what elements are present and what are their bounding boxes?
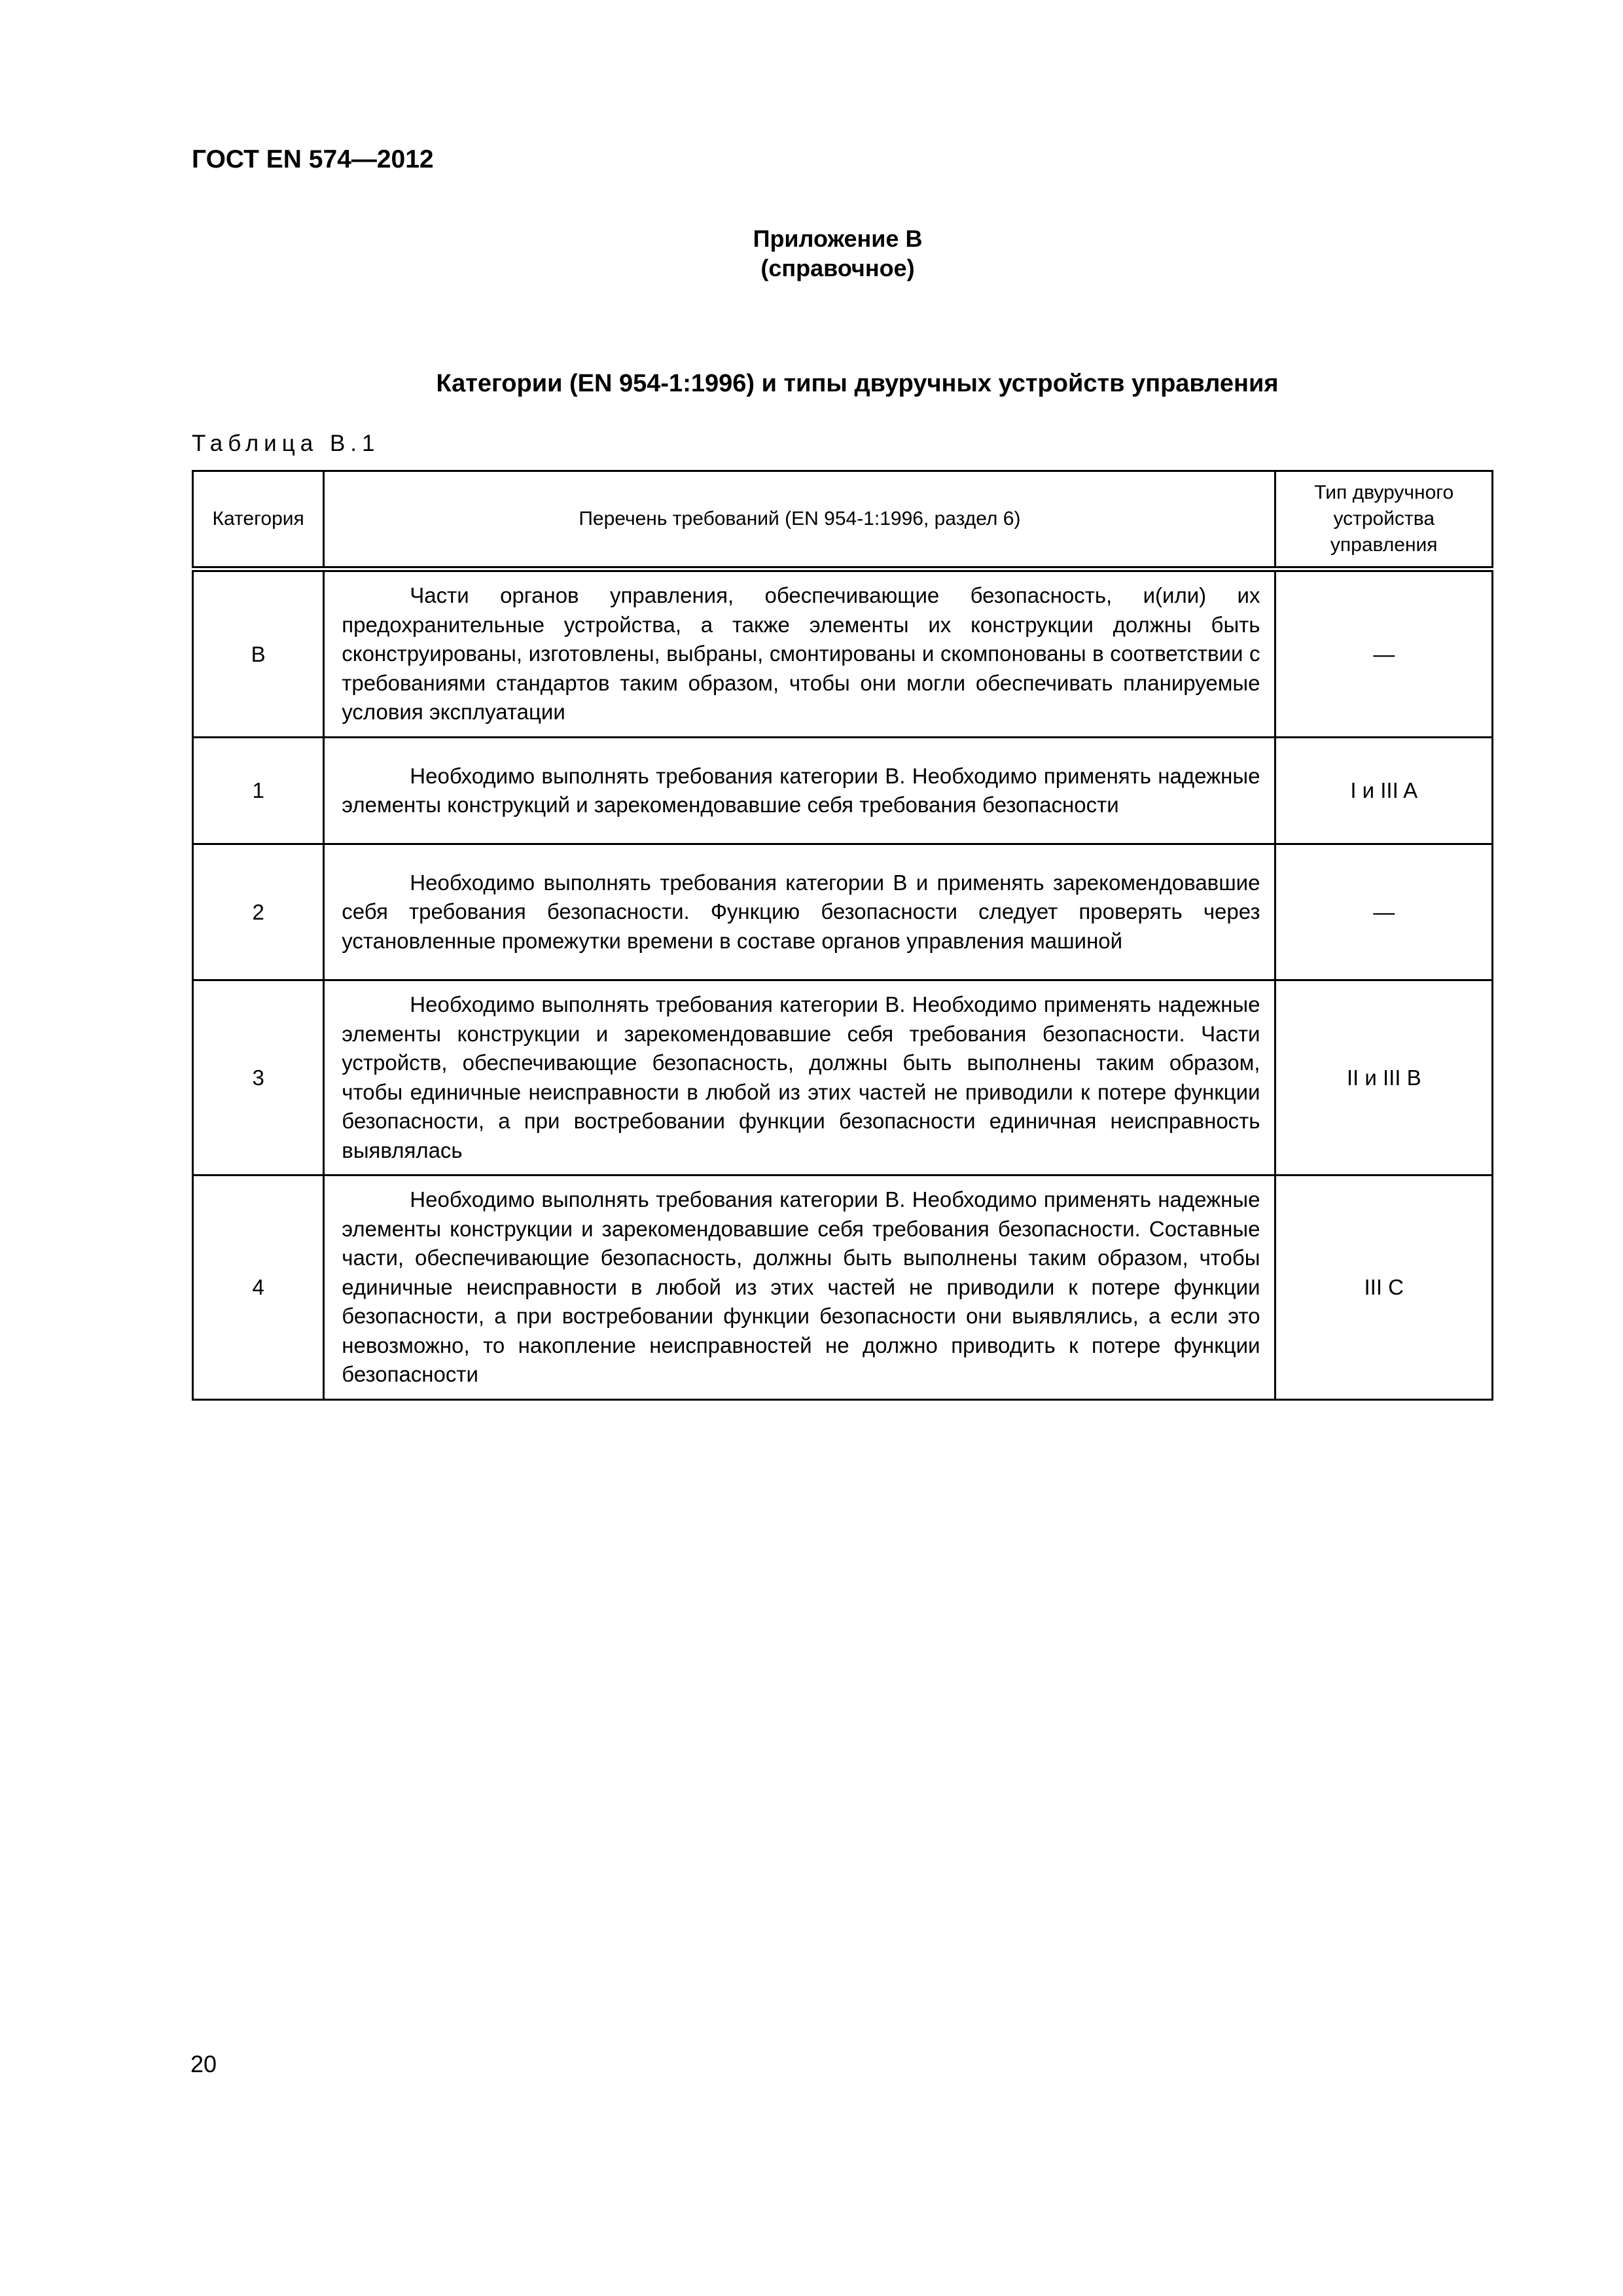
row-type: —: [1275, 844, 1493, 980]
row-category: 1: [193, 738, 324, 844]
header-category: Категория: [193, 471, 324, 569]
row-requirements: [324, 844, 1275, 980]
annex-heading: [0, 224, 1623, 283]
table-row: [193, 1175, 1493, 1400]
header-type: Тип двуручного устройства управления: [1275, 471, 1493, 569]
row-type: II и III B: [1275, 980, 1493, 1175]
row-requirements: [324, 738, 1275, 844]
row-type: III C: [1275, 1175, 1493, 1400]
row-category: 4: [193, 1175, 324, 1400]
row-type: —: [1275, 569, 1493, 738]
row-requirements: [324, 1175, 1275, 1400]
document-code: ГОСТ EN 574—2012: [192, 145, 434, 173]
row-requirements-text: Необходимо выполнять требования категории В и применять зарекомендовавшие себя требования безопасности. Функцию безопасности следует проверять через установленные промежутки времени в составе органов управления машиной: [342, 870, 1260, 953]
row-requirements-text: Части органов управления, обеспечивающие безопасность, и(или) их предохранительные устройства, а также элементы их конструкции должны быть сконструированы, изготовлены, выбраны, смонтированы и скомпонованы в соответствии с требованиями стандартов таким образом, чтобы они могли обеспечивать планируемые условия эксплуатации: [342, 583, 1260, 725]
row-requirements-text: Необходимо выполнять требования категории В. Необходимо применять надежные элементы конструкции и зарекомендовавшие себя требования безопасности. Составные части, обеспечивающие безопасность, должны быть выполнены таким образом, чтобы единичные неисправности в любой из этих частей не приводили к потере функции безопасности, а при востребовании функции безопасности они выявлялись, а если это невозможно, то накопление неисправностей не должно приводить к потере функции безопасности: [342, 1187, 1260, 1386]
requirements-table: [192, 470, 1493, 1401]
annex-label: Приложение В: [753, 225, 923, 252]
header-requirements: Перечень требований (EN 954-1:1996, раздел 6): [324, 471, 1275, 569]
row-category: B: [193, 569, 324, 738]
table-header-row: [193, 471, 1493, 569]
table-row: [193, 738, 1493, 844]
row-requirements: [324, 569, 1275, 738]
row-type: I и III A: [1275, 738, 1493, 844]
annex-title: Категории (EN 954-1:1996) и типы двуручных устройств управления: [436, 370, 1279, 397]
row-requirements: [324, 980, 1275, 1175]
table-row: [193, 844, 1493, 980]
row-category: 2: [193, 844, 324, 980]
row-requirements-text: Необходимо выполнять требования категории В. Необходимо применять надежные элементы конструкции и зарекомендовавшие себя требования безопасности. Части устройств, обеспечивающие безопасность, должны быть выполнены таким образом, чтобы единичные неисправности в любой из этих частей не приводили к потере функции безопасности, а при востребовании функции безопасности единичная неисправность выявлялась: [342, 992, 1260, 1162]
row-requirements-text: Необходимо выполнять требования категории В. Необходимо применять надежные элементы конструкций и зарекомендовавшие себя требования безопасности: [342, 763, 1260, 817]
annex-kind: (справочное): [760, 255, 915, 281]
table-row: [193, 980, 1493, 1175]
row-category: 3: [193, 980, 324, 1175]
table-row: [193, 569, 1493, 738]
page-number: 20: [190, 2051, 217, 2077]
table-label: Таблица В.1: [192, 431, 380, 456]
